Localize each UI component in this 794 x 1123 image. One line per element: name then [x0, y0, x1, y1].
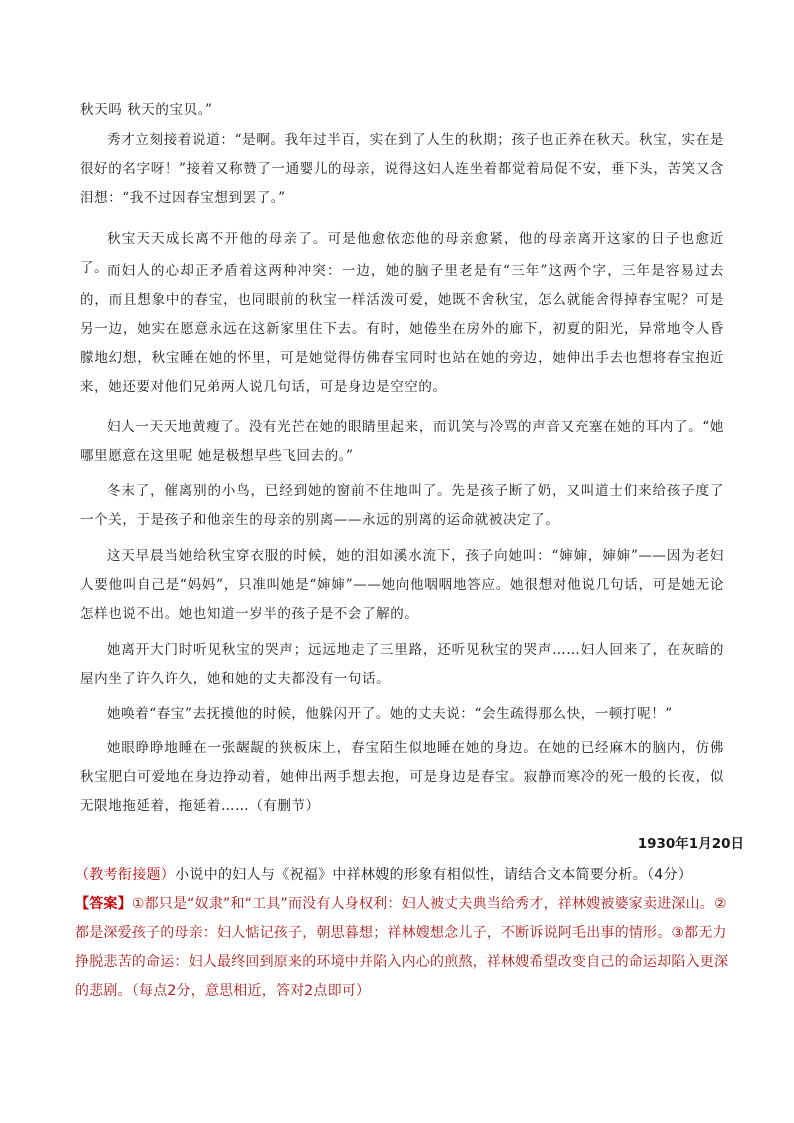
- story-paragraph-9: 她唤着“春宝”去抚摸他的时候，他躲闪开了。她的丈夫说：“会生疏得那么快，一顿打呢！”: [107, 706, 673, 722]
- question: [75, 862, 735, 888]
- story-paragraph-8: 她离开大门时听见秋宝的哭声；远远地走了三里路，还听见秋宝的哭声……妇人回来了，在灰暗的屋内坐了许久许久，她和她的丈夫都没有一句话。: [80, 642, 724, 687]
- story-date: 1930年1月20日: [637, 836, 744, 852]
- story-paragraph-4: 而妇人的心却正矛盾着这两种冲突：一边，她的脑子里老是有“三年”这两个字，三年是容易过去的，而且想象中的春宝，也同眼前的秋宝一样活泼可爱，她既不舍秋宝，怎么就能舍得掉春宝呢？可是另一边，她实在愿意永远在这新家里住下去。有时，她倦坐在房外的廊下，初夏的阳光，异常地令人昏朦地幻想，秋宝睡在她的怀里，可是她觉得仿佛春宝同时也站在她的旁边，她伸出手去也想将春宝抱近来，她还要对他们兄弟两人说几句话，可是身边是空空的。: [80, 263, 724, 395]
- question-text: 小说中的妇人与《祝福》中祥林嫂的形象有相似性，请结合文本简要分析。（4分）: [175, 867, 693, 883]
- answer-text: ①都只是“奴隶”和“工具”而没有人身权利：妇人被丈夫典当给秀才，祥林嫂被婆家卖进深山。②都是深爱孩子的母亲：妇人惦记孩子，朝思暮想；祥林嫂想念儿子，不断诉说阿毛出事的情形。③都无力挣脱悲苦的命运：妇人最终回到原来的环境中并陷入内心的煎熬，祥林嫂希望改变自己的命运却陷入更深的悲剧。（每点2分，意思相近，答对2点即可）: [75, 896, 729, 999]
- story-paragraph-10: 她眼睁睁地睡在一张龌龊的狭板床上，春宝陌生似地睡在她的身边。在她的已经麻木的脑内，仿佛秋宝肥白可爱地在身边挣动着，她伸出两手想去抱，可是身边是春宝。寂静而寒冷的死一般的长夜，似无限地拖延着，拖延着……（有删节）: [80, 740, 724, 814]
- story-paragraph-3: 秋宝天天成长离不开他的母亲了。可是他愈依恋他的母亲愈紧，他的母亲离开这家的日子也愈近了。: [80, 231, 724, 276]
- story-paragraph-2: 秀才立刻接着说道：“是啊。我年过半百，实在到了人生的秋期；孩子也正养在秋天。秋宝，实在是很好的名字呀！”接着又称赞了一通婴儿的母亲，说得这妇人连坐着都觉着局促不安，垂下头，苦笑又含泪想：“我不过因春宝想到罢了。”: [80, 132, 724, 206]
- story-paragraph-5: 妇人一天天地黄瘦了。没有光芒在她的眼睛里起来，而讥笑与冷骂的声音又充塞在她的耳内了。“她哪里愿意在这里呢 她是极想早些飞回去的。”: [80, 419, 724, 464]
- answer-label: 【答案】: [75, 896, 132, 912]
- story-paragraph-1: 秋天吗 秋天的宝贝。”: [80, 102, 213, 118]
- story-paragraph-6: 冬末了，催离别的小鸟，已经到她的窗前不住地叫了。先是孩子断了奶，又叫道士们来给孩子度了一个关，于是孩子和他亲生的母亲的别离——永远的别离的运命就被决定了。: [80, 483, 724, 528]
- answer: [75, 890, 735, 1006]
- question-tag: （教考衔接题）: [75, 867, 176, 883]
- story-paragraph-7: 这天早晨当她给秋宝穿衣服的时候，她的泪如溪水流下，孩子向她叫：“婶婶，婶婶”——因为老妇人要他叫自己是“妈妈”，只准叫她是“婶婶”——她向他咽咽地答应。她很想对他说几句话，可是她无论怎样也说不出。她也知道一岁半的孩子是不会了解的。: [80, 548, 724, 622]
